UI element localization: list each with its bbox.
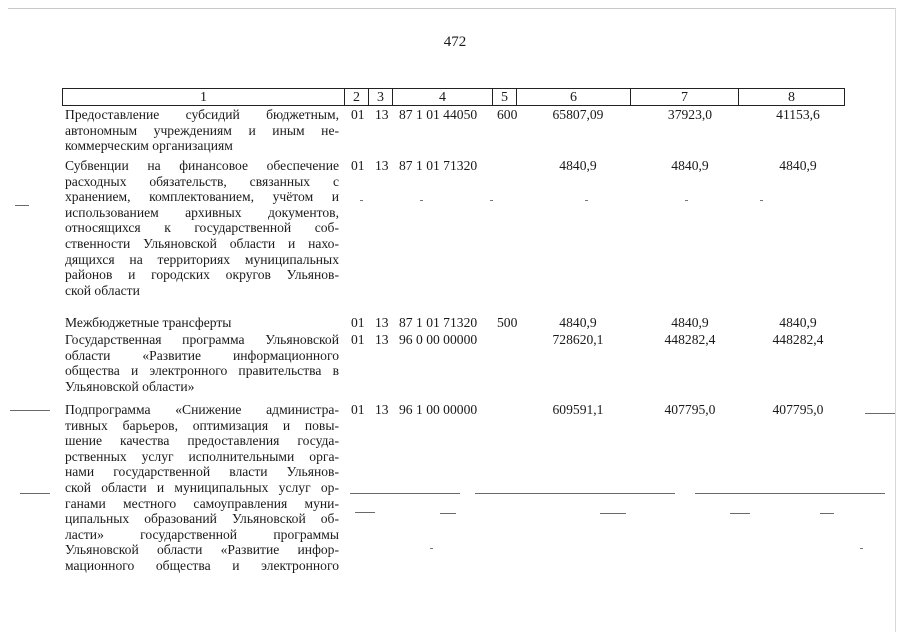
row-description [65, 107, 339, 154]
amount-col-8: 4840,9 [779, 315, 817, 330]
scan-artifact-dot [420, 200, 423, 201]
scan-artifact-line [350, 493, 460, 494]
description-line: районов и городских округов Ульянов- [65, 267, 339, 283]
description-line: области «Развитие информационного [65, 347, 339, 363]
target-article-code: 96 1 00 00000 [399, 402, 478, 417]
scan-artifact-line [20, 493, 50, 494]
section-code: 01 [351, 107, 365, 122]
subsection-code: 13 [375, 158, 389, 173]
page-number: 472 [443, 34, 467, 50]
description-line: Подпрограмма «Снижение администра- [65, 402, 339, 417]
description-line: общества и электронного правительства в [65, 363, 339, 379]
description-line: Ульяновской области» [65, 378, 195, 394]
description-line: автономным учреждениям и иным не- [65, 122, 339, 138]
scan-artifact-dot [490, 200, 493, 201]
amount-col-6: 4840,9 [559, 158, 597, 173]
subsection-code: 13 [375, 402, 389, 417]
amount-col-8: 407795,0 [772, 402, 824, 417]
description-line: ственности Ульяновской области и нахо- [65, 235, 339, 251]
target-article-code: 87 1 01 71320 [399, 158, 478, 173]
description-line: ласти» государственной программы [65, 526, 339, 542]
amount-col-6: 4840,9 [559, 315, 597, 330]
scan-artifact-line [820, 513, 834, 514]
description-line: использованием архивных документов, [65, 204, 339, 220]
amount-col-6: 65807,09 [552, 107, 604, 122]
header-col-8: 8 [739, 89, 845, 106]
scan-artifact-line [355, 512, 375, 513]
description-line: Субвенции на финансовое обеспечение [65, 158, 339, 173]
scan-artifact-dot [430, 548, 433, 549]
scan-artifact-line [695, 493, 885, 494]
description-line: нами государственной власти Ульянов- [65, 464, 339, 480]
description-line: шение качества предоставления госуда- [65, 433, 339, 449]
target-article-code: 87 1 01 71320 [399, 315, 478, 330]
description-line: ской области [65, 282, 140, 298]
row-description [65, 332, 339, 394]
header-col-6: 6 [517, 89, 631, 106]
target-article-code: 87 1 01 44050 [399, 107, 478, 122]
description-line: хранением, комплектованием, учётом и [65, 189, 339, 205]
header-col-1: 1 [63, 89, 345, 106]
amount-col-8: 448282,4 [772, 332, 824, 347]
scan-artifact-line [865, 413, 895, 414]
section-code: 01 [351, 315, 365, 330]
description-line: Предоставление субсидий бюджетным, [65, 107, 339, 122]
description-line: дящихся на территориях муниципальных [65, 251, 339, 267]
scan-artifact-line [15, 205, 29, 206]
description-line: ской области и муниципальных услуг ор- [65, 479, 339, 495]
description-line: Межбюджетные трансферты [65, 315, 232, 330]
amount-col-7: 37923,0 [667, 107, 713, 122]
description-line: рственных услуг исполнительными орга- [65, 448, 339, 464]
header-col-3: 3 [369, 89, 393, 106]
row-description [65, 158, 339, 298]
scan-artifact-dot [585, 200, 588, 201]
target-article-code: 96 0 00 00000 [399, 332, 478, 347]
row-description [65, 315, 339, 331]
description-line: коммерческим организациям [65, 138, 233, 154]
scan-artifact-dot [860, 548, 863, 549]
scan-artifact-line [475, 493, 675, 494]
amount-col-8: 41153,6 [776, 107, 820, 122]
amount-col-7: 4840,9 [671, 158, 709, 173]
description-line: относящихся к государственной соб- [65, 220, 339, 236]
subsection-code: 13 [375, 315, 389, 330]
amount-col-6: 728620,1 [552, 332, 604, 347]
description-line: ципальных образований Ульяновской об- [65, 511, 339, 527]
scan-artifact-line [600, 513, 626, 514]
header-col-7: 7 [631, 89, 739, 106]
description-line: расходных обязательств, связанных с [65, 173, 339, 189]
scan-artifact-line [730, 513, 750, 514]
expense-type-code: 600 [497, 107, 518, 122]
expense-type-code: 500 [497, 315, 518, 330]
row-description [65, 402, 339, 574]
scan-artifact-line [440, 513, 456, 514]
section-code: 01 [351, 332, 365, 347]
description-line: Государственная программа Ульяновской [65, 332, 339, 347]
scan-artifact-dot [685, 200, 688, 201]
scan-artifact-line [10, 410, 50, 411]
column-number-header [62, 88, 845, 106]
header-col-4: 4 [393, 89, 493, 106]
description-line: ганами местного самоуправления муни- [65, 495, 339, 511]
amount-col-8: 4840,9 [779, 158, 817, 173]
amount-col-7: 407795,0 [664, 402, 716, 417]
amount-col-7: 448282,4 [664, 332, 716, 347]
description-line: мационного общества и электронного [65, 557, 339, 573]
section-code: 01 [351, 402, 365, 417]
description-line: Ульяновской области «Развитие инфор- [65, 542, 339, 558]
amount-col-7: 4840,9 [671, 315, 709, 330]
header-col-5: 5 [493, 89, 517, 106]
description-line: тивных барьеров, оптимизация и повы- [65, 417, 339, 433]
section-code: 01 [351, 158, 365, 173]
amount-col-6: 609591,1 [552, 402, 604, 417]
scan-artifact-dot [360, 200, 363, 201]
subsection-code: 13 [375, 107, 389, 122]
scan-artifact-dot [760, 200, 763, 201]
subsection-code: 13 [375, 332, 389, 347]
header-col-2: 2 [345, 89, 369, 106]
